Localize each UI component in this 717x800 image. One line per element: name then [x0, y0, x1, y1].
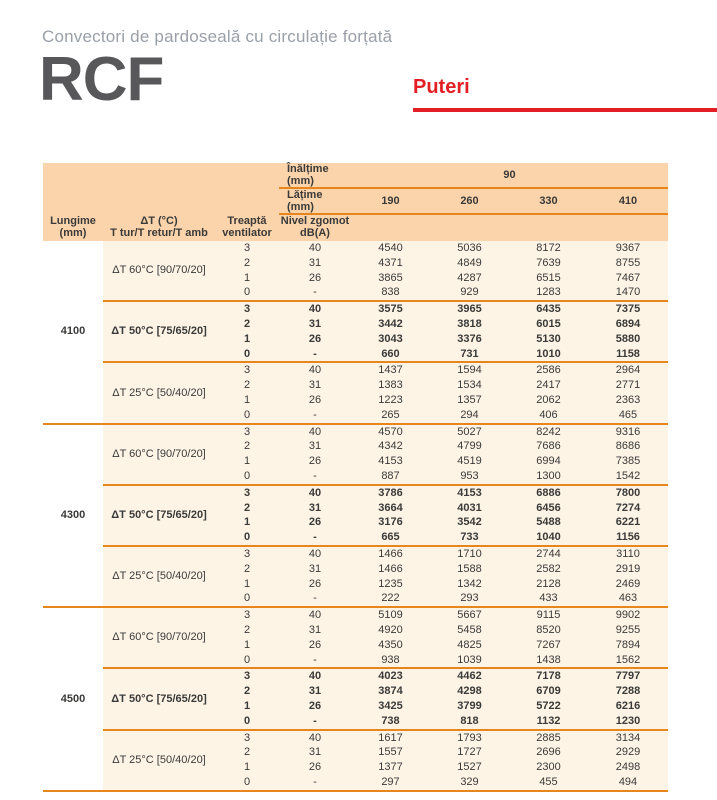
- noise-level-cell: 26: [279, 332, 351, 347]
- power-190-cell: 3575: [351, 301, 430, 317]
- width-value-190: 190: [351, 188, 430, 214]
- noise-level-cell: -: [279, 775, 351, 790]
- noise-level-cell: -: [279, 530, 351, 546]
- noise-level-cell: 26: [279, 515, 351, 530]
- col-header-treapta: [215, 214, 279, 241]
- page-subtitle: Convectori de pardoseală cu circulație forțată: [42, 27, 393, 46]
- power-260-cell: 5667: [430, 607, 509, 623]
- fan-step-cell: 0: [215, 408, 279, 424]
- header-spacer: [509, 214, 588, 241]
- table-row: [43, 485, 668, 501]
- col-header-line: (mm): [59, 227, 87, 239]
- table-row: [43, 668, 668, 684]
- power-260-cell: 4849: [430, 256, 509, 271]
- table-row: [43, 730, 668, 746]
- power-190-cell: 3786: [351, 485, 430, 501]
- power-190-cell: 4350: [351, 638, 430, 653]
- power-410-cell: 6894: [588, 317, 668, 332]
- fan-step-cell: 3: [215, 362, 279, 378]
- power-260-cell: 3818: [430, 317, 509, 332]
- power-410-cell: 7274: [588, 501, 668, 516]
- power-410-cell: 7894: [588, 638, 668, 653]
- power-190-cell: 297: [351, 775, 430, 790]
- product-name: RCF: [39, 45, 164, 114]
- power-260-cell: 293: [430, 591, 509, 607]
- fan-step-cell: 3: [215, 607, 279, 623]
- power-260-cell: 4519: [430, 454, 509, 469]
- fan-step-cell: 0: [215, 285, 279, 301]
- section-title: Puteri: [413, 76, 470, 98]
- dt-label-cell: ΔT 50°C [75/65/20]: [103, 301, 215, 362]
- power-260-cell: 3799: [430, 699, 509, 714]
- power-260-cell: 4153: [430, 485, 509, 501]
- noise-level-cell: 26: [279, 760, 351, 775]
- power-330-cell: 7178: [509, 668, 588, 684]
- noise-level-cell: 40: [279, 241, 351, 256]
- fan-step-cell: 2: [215, 684, 279, 699]
- fan-step-cell: 1: [215, 515, 279, 530]
- power-260-cell: 1727: [430, 745, 509, 760]
- power-190-cell: 1437: [351, 362, 430, 378]
- noise-level-cell: -: [279, 285, 351, 301]
- power-330-cell: 8520: [509, 623, 588, 638]
- power-330-cell: 7267: [509, 638, 588, 653]
- fan-step-cell: 3: [215, 668, 279, 684]
- header-spacer: [430, 214, 509, 241]
- power-260-cell: 4462: [430, 668, 509, 684]
- power-410-cell: 9902: [588, 607, 668, 623]
- col-header-line: ΔT (°C): [140, 215, 178, 227]
- power-260-cell: 953: [430, 469, 509, 485]
- fan-step-cell: 2: [215, 623, 279, 638]
- fan-step-cell: 2: [215, 745, 279, 760]
- power-410-cell: 9316: [588, 424, 668, 440]
- dt-label-cell: ΔT 50°C [75/65/20]: [103, 668, 215, 729]
- fan-step-cell: 3: [215, 424, 279, 440]
- noise-level-cell: 40: [279, 424, 351, 440]
- power-190-cell: 665: [351, 530, 430, 546]
- power-330-cell: 6994: [509, 454, 588, 469]
- power-410-cell: 2498: [588, 760, 668, 775]
- power-260-cell: 5458: [430, 623, 509, 638]
- power-190-cell: 4153: [351, 454, 430, 469]
- section-underline: [413, 108, 717, 112]
- col-header-lungime: [43, 214, 103, 241]
- power-410-cell: 1542: [588, 469, 668, 485]
- power-330-cell: 406: [509, 408, 588, 424]
- noise-level-cell: 31: [279, 623, 351, 638]
- header-spacer: [351, 214, 430, 241]
- noise-level-cell: -: [279, 591, 351, 607]
- power-190-cell: 1377: [351, 760, 430, 775]
- power-330-cell: 2300: [509, 760, 588, 775]
- fan-step-cell: 0: [215, 469, 279, 485]
- fan-step-cell: 0: [215, 530, 279, 546]
- power-190-cell: 4570: [351, 424, 430, 440]
- power-410-cell: 2469: [588, 577, 668, 592]
- power-410-cell: 7797: [588, 668, 668, 684]
- power-410-cell: 7800: [588, 485, 668, 501]
- power-410-cell: 2929: [588, 745, 668, 760]
- fan-step-cell: 1: [215, 760, 279, 775]
- noise-level-cell: 40: [279, 730, 351, 746]
- power-260-cell: 294: [430, 408, 509, 424]
- power-190-cell: 265: [351, 408, 430, 424]
- power-260-cell: 329: [430, 775, 509, 790]
- power-330-cell: 2582: [509, 562, 588, 577]
- fan-step-cell: 3: [215, 301, 279, 317]
- fan-step-cell: 1: [215, 332, 279, 347]
- header-spacer: [43, 188, 279, 214]
- power-190-cell: 3043: [351, 332, 430, 347]
- power-260-cell: 5036: [430, 241, 509, 256]
- noise-level-cell: 31: [279, 501, 351, 516]
- power-190-cell: 3176: [351, 515, 430, 530]
- fan-step-cell: 2: [215, 501, 279, 516]
- table-row: [43, 607, 668, 623]
- power-330-cell: 2885: [509, 730, 588, 746]
- noise-level-cell: 31: [279, 378, 351, 393]
- fan-step-cell: 0: [215, 775, 279, 790]
- power-260-cell: 3376: [430, 332, 509, 347]
- power-260-cell: 818: [430, 714, 509, 730]
- power-410-cell: 494: [588, 775, 668, 790]
- power-190-cell: 738: [351, 714, 430, 730]
- power-330-cell: 9115: [509, 607, 588, 623]
- power-260-cell: 1594: [430, 362, 509, 378]
- power-190-cell: 1235: [351, 577, 430, 592]
- power-260-cell: 929: [430, 285, 509, 301]
- power-260-cell: 3542: [430, 515, 509, 530]
- powers-table: [43, 163, 668, 790]
- table-row: [43, 424, 668, 440]
- power-190-cell: 838: [351, 285, 430, 301]
- fan-step-cell: 1: [215, 699, 279, 714]
- fan-step-cell: 1: [215, 271, 279, 286]
- power-330-cell: 8172: [509, 241, 588, 256]
- power-190-cell: 4371: [351, 256, 430, 271]
- dt-label-cell: ΔT 50°C [75/65/20]: [103, 485, 215, 546]
- fan-step-cell: 2: [215, 562, 279, 577]
- power-330-cell: 433: [509, 591, 588, 607]
- power-330-cell: 6456: [509, 501, 588, 516]
- power-260-cell: 4287: [430, 271, 509, 286]
- col-header-line: Nivel zgomot: [280, 215, 350, 227]
- power-410-cell: 6221: [588, 515, 668, 530]
- col-header-zgomot: [279, 214, 351, 241]
- power-410-cell: 3134: [588, 730, 668, 746]
- noise-level-cell: 31: [279, 745, 351, 760]
- fan-step-cell: 0: [215, 653, 279, 669]
- power-410-cell: 8755: [588, 256, 668, 271]
- power-190-cell: 222: [351, 591, 430, 607]
- power-410-cell: 463: [588, 591, 668, 607]
- power-410-cell: 1562: [588, 653, 668, 669]
- column-headers-row: [43, 214, 668, 241]
- power-330-cell: 2417: [509, 378, 588, 393]
- power-190-cell: 887: [351, 469, 430, 485]
- power-190-cell: 1557: [351, 745, 430, 760]
- dt-label-cell: ΔT 60°C [90/70/20]: [103, 424, 215, 485]
- power-260-cell: 4799: [430, 439, 509, 454]
- power-190-cell: 3865: [351, 271, 430, 286]
- col-header-dt: [103, 214, 215, 241]
- power-330-cell: 6015: [509, 317, 588, 332]
- table-row: [43, 546, 668, 562]
- table-header: [43, 163, 668, 241]
- power-190-cell: 4540: [351, 241, 430, 256]
- col-header-line: ventilator: [222, 227, 272, 239]
- power-190-cell: 4920: [351, 623, 430, 638]
- fan-step-cell: 1: [215, 577, 279, 592]
- noise-level-cell: 31: [279, 684, 351, 699]
- power-260-cell: 1527: [430, 760, 509, 775]
- power-410-cell: 7467: [588, 271, 668, 286]
- height-value: 90: [351, 163, 668, 188]
- power-190-cell: 4342: [351, 439, 430, 454]
- power-260-cell: 1710: [430, 546, 509, 562]
- power-410-cell: 3110: [588, 546, 668, 562]
- fan-step-cell: 0: [215, 591, 279, 607]
- noise-level-cell: 26: [279, 699, 351, 714]
- power-410-cell: 1230: [588, 714, 668, 730]
- power-330-cell: 7686: [509, 439, 588, 454]
- power-190-cell: 660: [351, 347, 430, 363]
- powers-table-wrapper: [43, 163, 668, 792]
- power-190-cell: 3442: [351, 317, 430, 332]
- power-190-cell: 1466: [351, 546, 430, 562]
- noise-level-cell: 40: [279, 362, 351, 378]
- header-spacer: [43, 163, 279, 188]
- col-header-line: T tur/T retur/T amb: [110, 227, 208, 239]
- power-190-cell: 3874: [351, 684, 430, 699]
- power-330-cell: 2062: [509, 393, 588, 408]
- fan-step-cell: 2: [215, 256, 279, 271]
- power-330-cell: 1300: [509, 469, 588, 485]
- dt-label-cell: ΔT 25°C [50/40/20]: [103, 362, 215, 423]
- power-410-cell: 2919: [588, 562, 668, 577]
- power-260-cell: 1534: [430, 378, 509, 393]
- fan-step-cell: 0: [215, 347, 279, 363]
- dt-label-cell: ΔT 25°C [50/40/20]: [103, 730, 215, 790]
- noise-level-cell: -: [279, 347, 351, 363]
- power-190-cell: 1383: [351, 378, 430, 393]
- power-260-cell: 731: [430, 347, 509, 363]
- noise-level-cell: 31: [279, 256, 351, 271]
- noise-level-cell: 40: [279, 301, 351, 317]
- height-label: Înălțime (mm): [279, 163, 351, 188]
- table-row: [43, 301, 668, 317]
- power-190-cell: 1466: [351, 562, 430, 577]
- power-260-cell: 1793: [430, 730, 509, 746]
- power-260-cell: 1588: [430, 562, 509, 577]
- power-330-cell: 7639: [509, 256, 588, 271]
- power-190-cell: 4023: [351, 668, 430, 684]
- power-410-cell: 2964: [588, 362, 668, 378]
- power-330-cell: 1010: [509, 347, 588, 363]
- dt-label-cell: ΔT 25°C [50/40/20]: [103, 546, 215, 607]
- power-260-cell: 4298: [430, 684, 509, 699]
- power-410-cell: 7385: [588, 454, 668, 469]
- noise-level-cell: 40: [279, 485, 351, 501]
- noise-level-cell: -: [279, 653, 351, 669]
- power-330-cell: 1132: [509, 714, 588, 730]
- power-190-cell: 1617: [351, 730, 430, 746]
- dt-label-cell: ΔT 60°C [90/70/20]: [103, 241, 215, 301]
- fan-step-cell: 2: [215, 317, 279, 332]
- noise-level-cell: -: [279, 469, 351, 485]
- table-body: [43, 241, 668, 790]
- power-330-cell: 6435: [509, 301, 588, 317]
- noise-level-cell: -: [279, 714, 351, 730]
- width-value-330: 330: [509, 188, 588, 214]
- power-260-cell: 1357: [430, 393, 509, 408]
- power-330-cell: 5488: [509, 515, 588, 530]
- noise-level-cell: -: [279, 408, 351, 424]
- power-410-cell: 2771: [588, 378, 668, 393]
- noise-level-cell: 26: [279, 577, 351, 592]
- power-190-cell: 3425: [351, 699, 430, 714]
- power-410-cell: 7288: [588, 684, 668, 699]
- power-190-cell: 1223: [351, 393, 430, 408]
- power-330-cell: 5722: [509, 699, 588, 714]
- fan-step-cell: 1: [215, 638, 279, 653]
- noise-level-cell: 26: [279, 271, 351, 286]
- power-330-cell: 6515: [509, 271, 588, 286]
- power-410-cell: 2363: [588, 393, 668, 408]
- power-410-cell: 465: [588, 408, 668, 424]
- width-label: Lățime (mm): [279, 188, 351, 214]
- power-410-cell: 1156: [588, 530, 668, 546]
- fan-step-cell: 2: [215, 378, 279, 393]
- length-cell: 4100: [43, 241, 103, 424]
- table-row: [43, 362, 668, 378]
- power-410-cell: 1158: [588, 347, 668, 363]
- fan-step-cell: 3: [215, 730, 279, 746]
- noise-level-cell: 40: [279, 668, 351, 684]
- power-330-cell: 2586: [509, 362, 588, 378]
- power-330-cell: 455: [509, 775, 588, 790]
- noise-level-cell: 26: [279, 638, 351, 653]
- power-330-cell: 2128: [509, 577, 588, 592]
- power-330-cell: 1283: [509, 285, 588, 301]
- noise-level-cell: 26: [279, 393, 351, 408]
- fan-step-cell: 3: [215, 241, 279, 256]
- power-330-cell: 8242: [509, 424, 588, 440]
- power-410-cell: 9367: [588, 241, 668, 256]
- power-260-cell: 4031: [430, 501, 509, 516]
- power-330-cell: 2744: [509, 546, 588, 562]
- power-410-cell: 8686: [588, 439, 668, 454]
- power-330-cell: 2696: [509, 745, 588, 760]
- power-410-cell: 7375: [588, 301, 668, 317]
- power-330-cell: 1438: [509, 653, 588, 669]
- fan-step-cell: 3: [215, 546, 279, 562]
- noise-level-cell: 31: [279, 317, 351, 332]
- power-330-cell: 6709: [509, 684, 588, 699]
- fan-step-cell: 2: [215, 439, 279, 454]
- col-header-line: Treaptă: [227, 215, 267, 227]
- power-410-cell: 9255: [588, 623, 668, 638]
- width-value-410: 410: [588, 188, 668, 214]
- power-190-cell: 3664: [351, 501, 430, 516]
- col-header-line: Lungime: [50, 215, 96, 227]
- fan-step-cell: 3: [215, 485, 279, 501]
- power-190-cell: 5109: [351, 607, 430, 623]
- power-330-cell: 5130: [509, 332, 588, 347]
- col-header-line: dB(A): [300, 227, 330, 239]
- power-260-cell: 1039: [430, 653, 509, 669]
- power-330-cell: 1040: [509, 530, 588, 546]
- power-260-cell: 4825: [430, 638, 509, 653]
- power-190-cell: 938: [351, 653, 430, 669]
- power-330-cell: 6886: [509, 485, 588, 501]
- noise-level-cell: 26: [279, 454, 351, 469]
- noise-level-cell: 40: [279, 546, 351, 562]
- noise-level-cell: 31: [279, 439, 351, 454]
- noise-level-cell: 40: [279, 607, 351, 623]
- power-260-cell: 3965: [430, 301, 509, 317]
- fan-step-cell: 1: [215, 393, 279, 408]
- width-value-260: 260: [430, 188, 509, 214]
- power-260-cell: 733: [430, 530, 509, 546]
- power-410-cell: 5880: [588, 332, 668, 347]
- dt-label-cell: ΔT 60°C [90/70/20]: [103, 607, 215, 668]
- power-410-cell: 1470: [588, 285, 668, 301]
- noise-level-cell: 31: [279, 562, 351, 577]
- power-260-cell: 1342: [430, 577, 509, 592]
- length-cell: 4300: [43, 424, 103, 608]
- height-row: [43, 163, 668, 188]
- width-row: [43, 188, 668, 214]
- fan-step-cell: 0: [215, 714, 279, 730]
- power-410-cell: 6216: [588, 699, 668, 714]
- table-row: [43, 241, 668, 256]
- power-260-cell: 5027: [430, 424, 509, 440]
- header-spacer: [588, 214, 668, 241]
- length-cell: 4500: [43, 607, 103, 790]
- fan-step-cell: 1: [215, 454, 279, 469]
